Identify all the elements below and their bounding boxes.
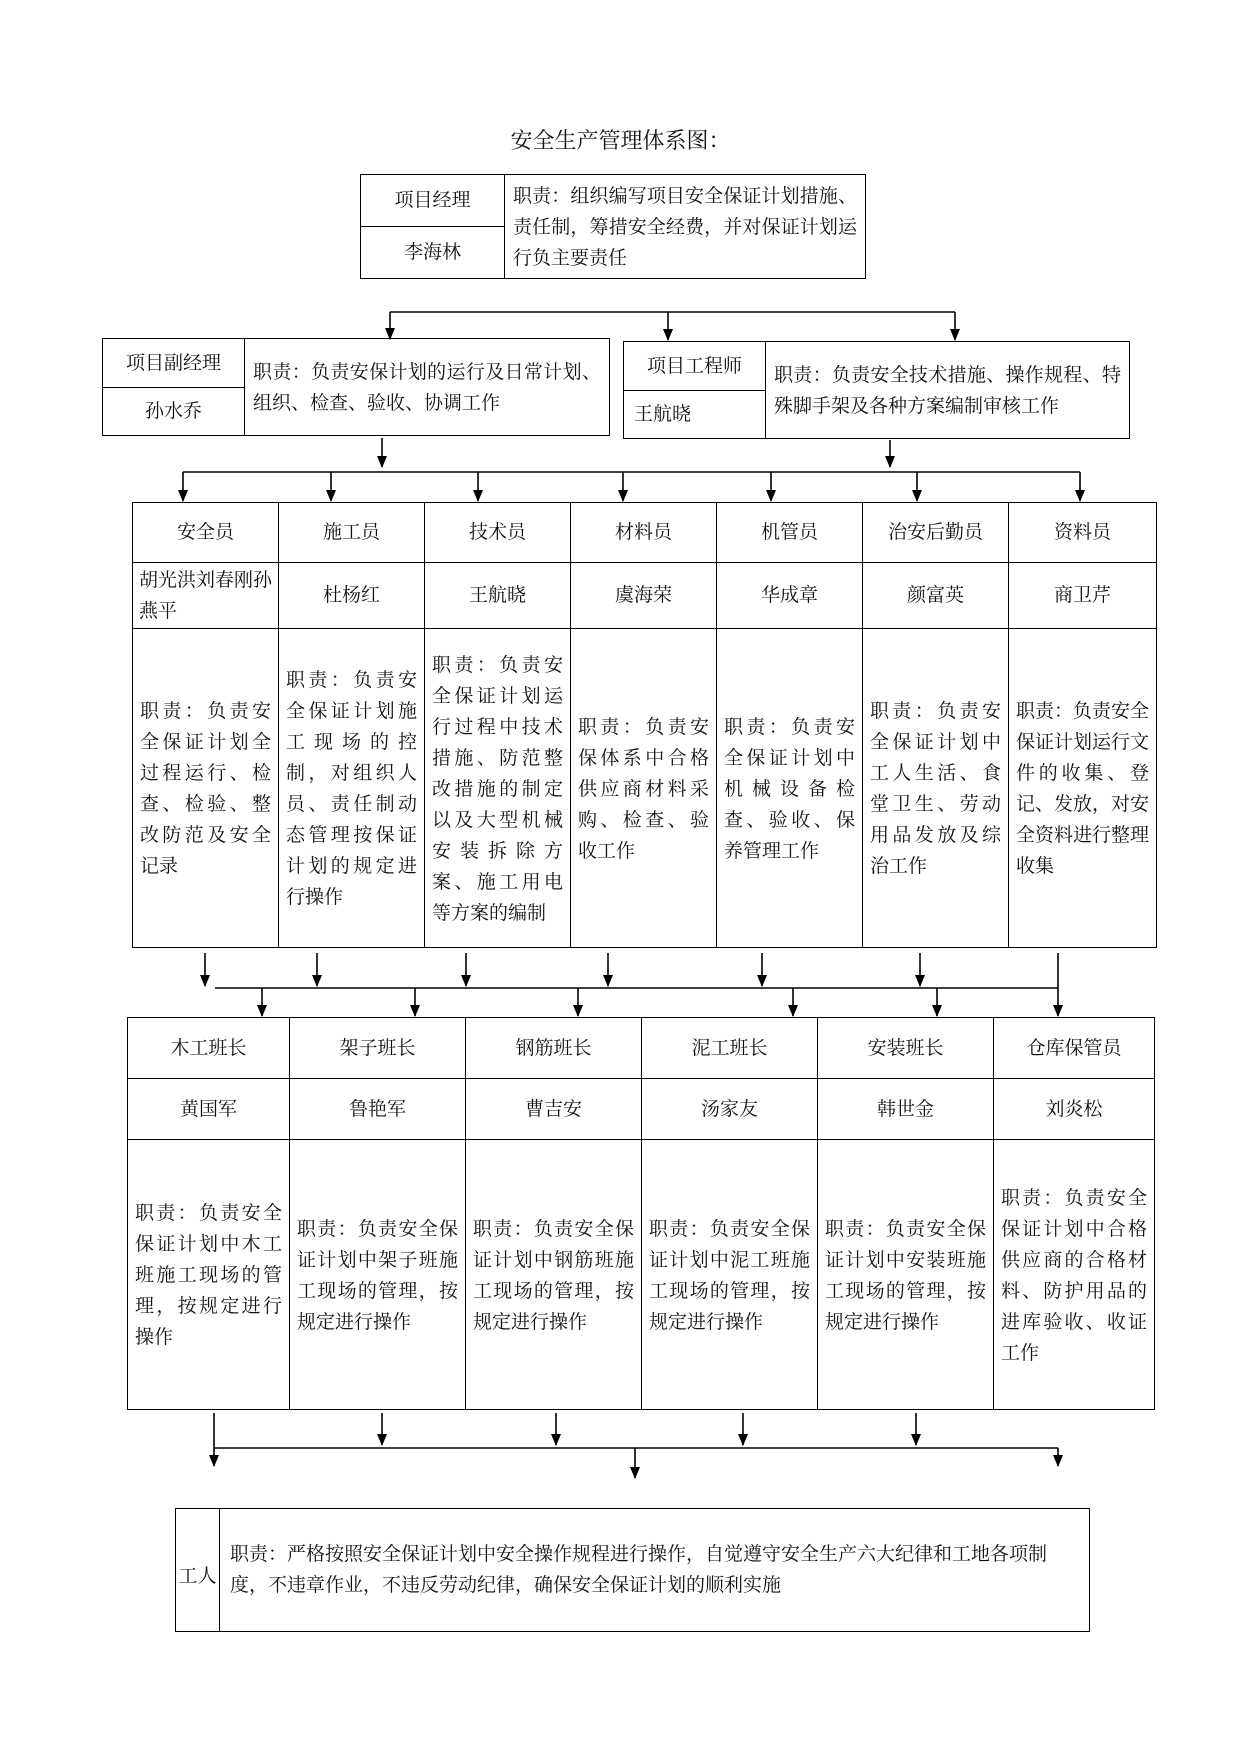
staff-role: 技术员 [425, 503, 571, 563]
staff-role: 资料员 [1009, 503, 1157, 563]
staff-name: 虞海荣 [571, 563, 717, 629]
crew-role: 架子班长 [290, 1018, 466, 1079]
crew-role: 泥工班长 [642, 1018, 818, 1079]
crew-duty: 职责：负责安全保证计划中合格供应商的合格材料、防护用品的进库验收、收证工作 [994, 1140, 1155, 1410]
page-title: 安全生产管理体系图： [510, 129, 731, 154]
crew-role: 钢筋班长 [466, 1018, 642, 1079]
engineer-duty: 职责：负责安全技术措施、操作规程、特殊脚手架及各种方案编制审核工作 [766, 342, 1130, 439]
crew-duty: 职责：负责安全保证计划中泥工班施工现场的管理，按规定进行操作 [642, 1140, 818, 1410]
staff-role: 材料员 [571, 503, 717, 563]
crew-name: 汤家友 [642, 1079, 818, 1140]
crew-name: 韩世金 [818, 1079, 994, 1140]
staff-name: 华成章 [717, 563, 863, 629]
crew-duty: 职责：负责安全保证计划中架子班施工现场的管理，按规定进行操作 [290, 1140, 466, 1410]
crew-name: 刘炎松 [994, 1079, 1155, 1140]
manager-duty: 职责：组织编写项目安全保证计划措施、责任制，筹措安全经费，并对保证计划运行负主要责任 [505, 175, 866, 279]
engineer-role: 项目工程师 [624, 342, 766, 391]
deputy-name: 孙水乔 [103, 388, 245, 436]
staff-role: 施工员 [279, 503, 425, 563]
staff-duty: 职责：负责安全保证计划施工现场的控制，对组织人员、责任制动态管理按保证计划的规定进行操作 [279, 629, 425, 948]
staff-name: 王航晓 [425, 563, 571, 629]
deputy-duty: 职责：负责安保计划的运行及日常计划、组织、检查、验收、协调工作 [245, 339, 610, 436]
crew-role: 安装班长 [818, 1018, 994, 1079]
staff-name: 颜富英 [863, 563, 1009, 629]
staff-duty: 职责：负责安保体系中合格供应商材料采购、检查、验收工作 [571, 629, 717, 948]
crew-duty: 职责：负责安全保证计划中安装班施工现场的管理，按规定进行操作 [818, 1140, 994, 1410]
staff-duty: 职责：负责安全保证计划中机械设备检查、验收、保养管理工作 [717, 629, 863, 948]
crew-role: 仓库保管员 [994, 1018, 1155, 1079]
deputy-role: 项目副经理 [103, 339, 245, 388]
staff-duty: 职责：负责安全保证计划运行文件的收集、登记、发放，对安全资料进行整理收集 [1009, 629, 1157, 948]
workers-label: 工人 [176, 1509, 220, 1632]
staff-role: 机管员 [717, 503, 863, 563]
staff-name: 商卫芹 [1009, 563, 1157, 629]
staff-duty: 职责：负责安全保证计划中工人生活、食堂卫生、劳动用品发放及综治工作 [863, 629, 1009, 948]
crew-duty: 职责：负责安全保证计划中木工班施工现场的管理，按规定进行操作 [128, 1140, 290, 1410]
staff-name: 胡光洪刘春刚孙燕平 [133, 563, 279, 629]
manager-name: 李海林 [361, 227, 505, 279]
staff-name: 杜杨红 [279, 563, 425, 629]
staff-role: 安全员 [133, 503, 279, 563]
crew-name: 鲁艳军 [290, 1079, 466, 1140]
staff-role: 治安后勤员 [863, 503, 1009, 563]
crew-name: 黄国军 [128, 1079, 290, 1140]
engineer-name: 王航晓 [624, 391, 766, 439]
manager-role: 项目经理 [361, 175, 505, 227]
staff-duty: 职责：负责安全保证计划运行过程中技术措施、防范整改措施的制定以及大型机械安装拆除方案、施工用电等方案的编制 [425, 629, 571, 948]
workers-duty: 职责：严格按照安全保证计划中安全操作规程进行操作，自觉遵守安全生产六大纪律和工地各项制度，不违章作业，不违反劳动纪律，确保安全保证计划的顺利实施 [220, 1509, 1090, 1632]
crew-role: 木工班长 [128, 1018, 290, 1079]
staff-duty: 职责：负责安全保证计划全过程运行、检查、检验、整改防范及安全记录 [133, 629, 279, 948]
crew-duty: 职责：负责安全保证计划中钢筋班施工现场的管理，按规定进行操作 [466, 1140, 642, 1410]
crew-name: 曹吉安 [466, 1079, 642, 1140]
